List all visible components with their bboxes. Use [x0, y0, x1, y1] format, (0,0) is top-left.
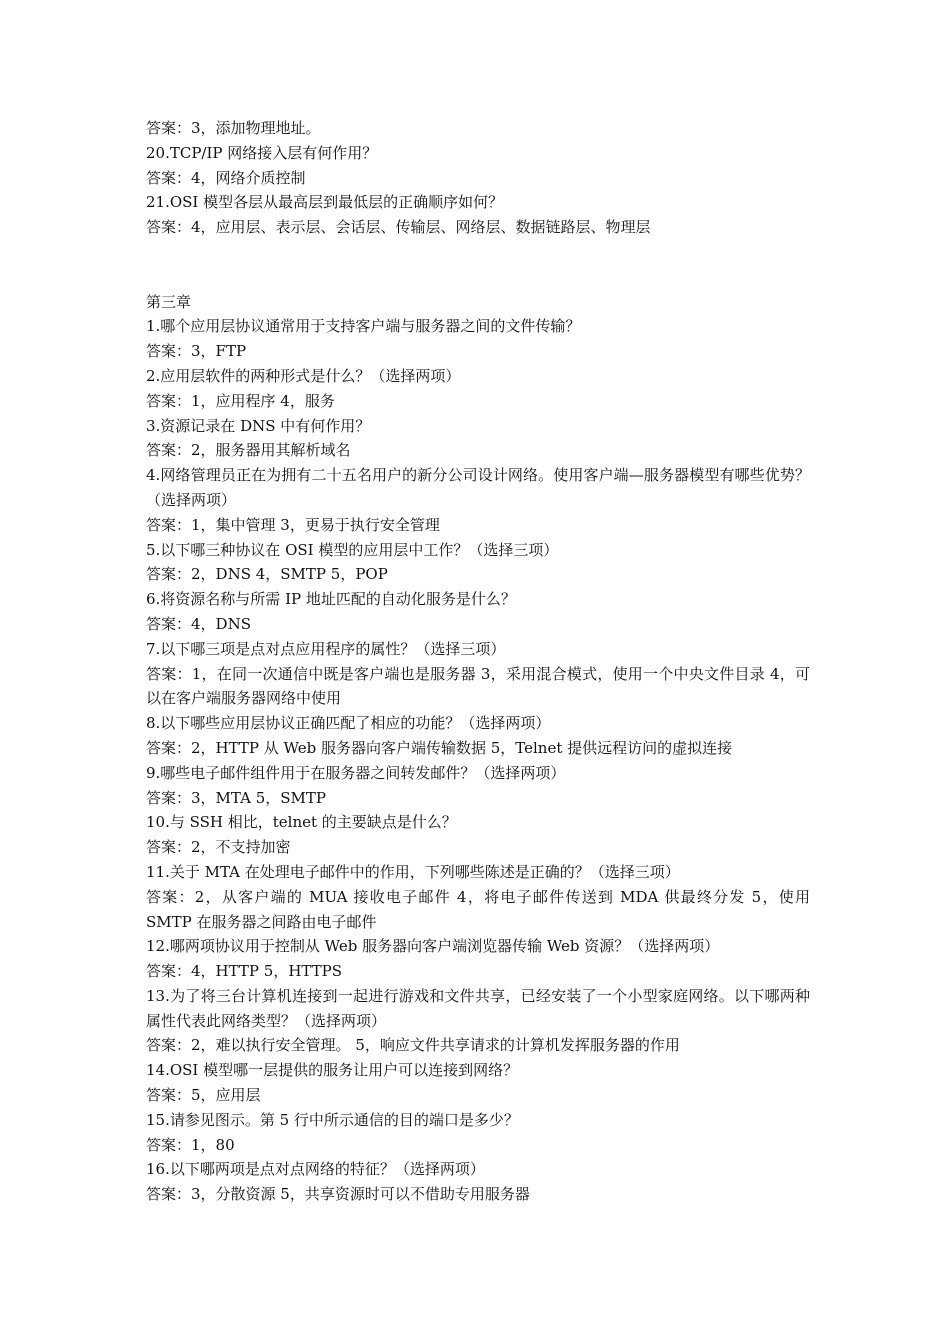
question-line: 16.以下哪两项是点对点网络的特征？（选择两项） — [146, 1160, 485, 1179]
question-line: 13.为了将三台计算机连接到一起进行游戏和文件共享，已经安装了一个小型家庭网络。以下哪两种属性代表此网络类型？（选择两项） — [146, 986, 810, 1030]
answer-line: 答案：1，应用程序 4，服务 — [146, 391, 335, 410]
question-line: 7.以下哪三项是点对点应用程序的属性？（选择三项） — [146, 639, 506, 658]
question-line: 15.请参见图示。第 5 行中所示通信的目的端口是多少？ — [146, 1110, 519, 1129]
question-line: 11.关于 MTA 在处理电子邮件中的作用，下列哪些陈述是正确的？（选择三项） — [146, 862, 680, 881]
document-page — [146, 116, 810, 1207]
answer-line: 答案：3，分散资源 5，共享资源时可以不借助专用服务器 — [146, 1185, 530, 1204]
question-line: 14.OSI 模型哪一层提供的服务让用户可以连接到网络？ — [146, 1061, 519, 1080]
answer-line: 答案：5，应用层 — [146, 1086, 261, 1105]
question-line: 9.哪些电子邮件组件用于在服务器之间转发邮件？（选择两项） — [146, 763, 566, 782]
question-line: 2.应用层软件的两种形式是什么？（选择两项） — [146, 366, 461, 385]
answer-line: 答案：1，集中管理 3，更易于执行安全管理 — [146, 515, 440, 534]
answer-line: 答案：3，MTA 5，SMTP — [146, 788, 326, 807]
answer-line: 答案：2，DNS 4，SMTP 5，POP — [146, 565, 388, 584]
answer-line: 答案：3，FTP — [146, 342, 247, 361]
question-line: 8.以下哪些应用层协议正确匹配了相应的功能？（选择两项） — [146, 714, 551, 733]
answer-line: 答案：4，HTTP 5，HTTPS — [146, 962, 343, 981]
question-line: 4.网络管理员正在为拥有二十五名用户的新分公司设计网络。使用客户端—服务器模型有哪些优势？（选择两项） — [146, 466, 810, 509]
chapter-three-questions — [146, 314, 810, 1207]
answer-line: 答案：4，DNS — [146, 614, 251, 633]
answer-line: 答案：4，应用层、表示层、会话层、传输层、网络层、数据链路层、物理层 — [146, 218, 651, 237]
previous-chapter-answers — [146, 116, 810, 240]
question-line: 12.哪两项协议用于控制从 Web 服务器向客户端浏览器传输 Web 资源？（选择两项） — [146, 937, 720, 956]
answer-line: 答案：2，不支持加密 — [146, 838, 291, 857]
answer-line: 答案：1，80 — [146, 1135, 235, 1154]
answer-line: 答案：2，从客户端的 MUA 接收电子邮件 4，将电子邮件传送到 MDA 供最终分发 5，使用 SMTP 在服务器之间路由电子邮件 — [146, 887, 810, 931]
question-line: 1.哪个应用层协议通常用于支持客户端与服务器之间的文件传输？ — [146, 317, 581, 336]
question-line: 20.TCP/IP 网络接入层有何作用？ — [146, 143, 378, 162]
question-line: 3.资源记录在 DNS 中有何作用？ — [146, 416, 371, 435]
answer-line: 答案：3，添加物理地址。 — [146, 119, 321, 137]
answer-line: 答案：2，难以执行安全管理。 5，响应文件共享请求的计算机发挥服务器的作用 — [146, 1036, 680, 1055]
chapter-title: 第三章 — [146, 292, 192, 311]
section-gap — [146, 240, 810, 290]
question-line: 5.以下哪三种协议在 OSI 模型的应用层中工作？（选择三项） — [146, 540, 559, 559]
answer-line: 答案：2，服务器用其解析域名 — [146, 441, 351, 460]
question-line: 21.OSI 模型各层从最高层到最低层的正确顺序如何？ — [146, 193, 504, 212]
answer-line: 答案：2，HTTP 从 Web 服务器向客户端传输数据 5，Telnet 提供远程访问的虚拟连接 — [146, 738, 733, 757]
answer-line: 答案：1，在同一次通信中既是客户端也是服务器 3，采用混合模式，使用一个中央文件目录 4，可以在客户端服务器网络中使用 — [146, 664, 810, 708]
answer-line: 答案：4，网络介质控制 — [146, 168, 306, 187]
question-line: 10.与 SSH 相比，telnet 的主要缺点是什么？ — [146, 813, 457, 832]
question-line: 6.将资源名称与所需 IP 地址匹配的自动化服务是什么？ — [146, 590, 516, 609]
